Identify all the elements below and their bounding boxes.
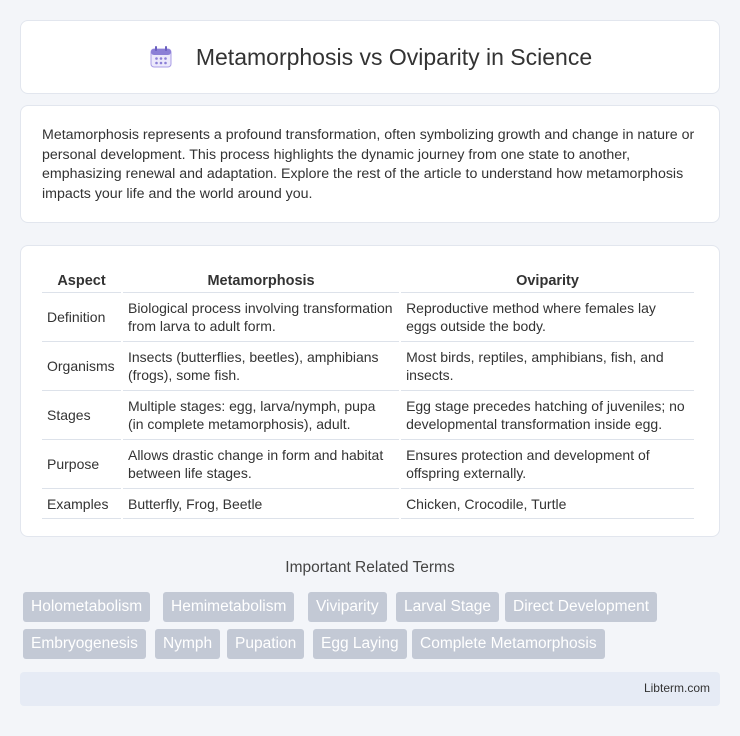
tag-nymph[interactable]: Nymph [155, 629, 220, 659]
row-metamorphosis: Biological process involving transformation from larva to adult form. [123, 293, 399, 342]
related-terms-heading: Important Related Terms [285, 559, 455, 576]
row-aspect: Stages [42, 391, 121, 440]
tag-viviparity[interactable]: Viviparity [308, 592, 387, 622]
header-metamorphosis: Metamorphosis [123, 266, 399, 293]
title-card [20, 20, 720, 94]
tag-larval-stage[interactable]: Larval Stage [396, 592, 499, 622]
tag-hemimetabolism[interactable]: Hemimetabolism [163, 592, 294, 622]
row-aspect: Organisms [42, 342, 121, 391]
header-aspect: Aspect [42, 266, 121, 293]
row-oviparity: Ensures protection and development of offspring externally. [401, 440, 694, 489]
tag-direct-development[interactable]: Direct Development [505, 592, 657, 622]
row-metamorphosis: Allows drastic change in form and habitat between life stages. [123, 440, 399, 489]
table-header-row [42, 266, 694, 293]
table-row [42, 440, 694, 489]
tag-complete-metamorphosis[interactable]: Complete Metamorphosis [412, 629, 605, 659]
table-row [42, 391, 694, 440]
footer-site-link[interactable]: Libterm.com [643, 681, 710, 695]
comparison-card [20, 245, 720, 537]
tag-pupation[interactable]: Pupation [227, 629, 304, 659]
row-oviparity: Chicken, Crocodile, Turtle [401, 489, 694, 519]
page-title: Metamorphosis vs Oviparity in Science [195, 43, 593, 70]
header-oviparity: Oviparity [401, 266, 694, 293]
row-metamorphosis: Butterfly, Frog, Beetle [123, 489, 399, 519]
row-aspect: Purpose [42, 440, 121, 489]
tag-embryogenesis[interactable]: Embryogenesis [23, 629, 146, 659]
row-oviparity: Egg stage precedes hatching of juveniles; no developmental transformation inside egg. [401, 391, 694, 440]
row-oviparity: Most birds, reptiles, amphibians, fish, and insects. [401, 342, 694, 391]
tag-egg-laying[interactable]: Egg Laying [313, 629, 407, 659]
row-metamorphosis: Multiple stages: egg, larva/nymph, pupa (in complete metamorphosis), adult. [123, 391, 399, 440]
row-aspect: Definition [42, 293, 121, 342]
intro-text: Metamorphosis represents a profound transformation, often symbolizing growth and change in nature or personal development. This process highlights the dynamic journey from one state to another, emphasizing renewal and adaptation. Explore the rest of the article to understand how metamorphosis impacts your life and the world around you. [42, 127, 695, 202]
comparison-table [40, 266, 696, 519]
calendar-icon [148, 44, 174, 70]
table-row [42, 489, 694, 519]
intro-card [20, 105, 720, 223]
tag-holometabolism[interactable]: Holometabolism [23, 592, 150, 622]
row-aspect: Examples [42, 489, 121, 519]
row-oviparity: Reproductive method where females lay eggs outside the body. [401, 293, 694, 342]
row-metamorphosis: Insects (butterflies, beetles), amphibians (frogs), some fish. [123, 342, 399, 391]
footer [20, 672, 720, 706]
table-row [42, 293, 694, 342]
table-row [42, 342, 694, 391]
